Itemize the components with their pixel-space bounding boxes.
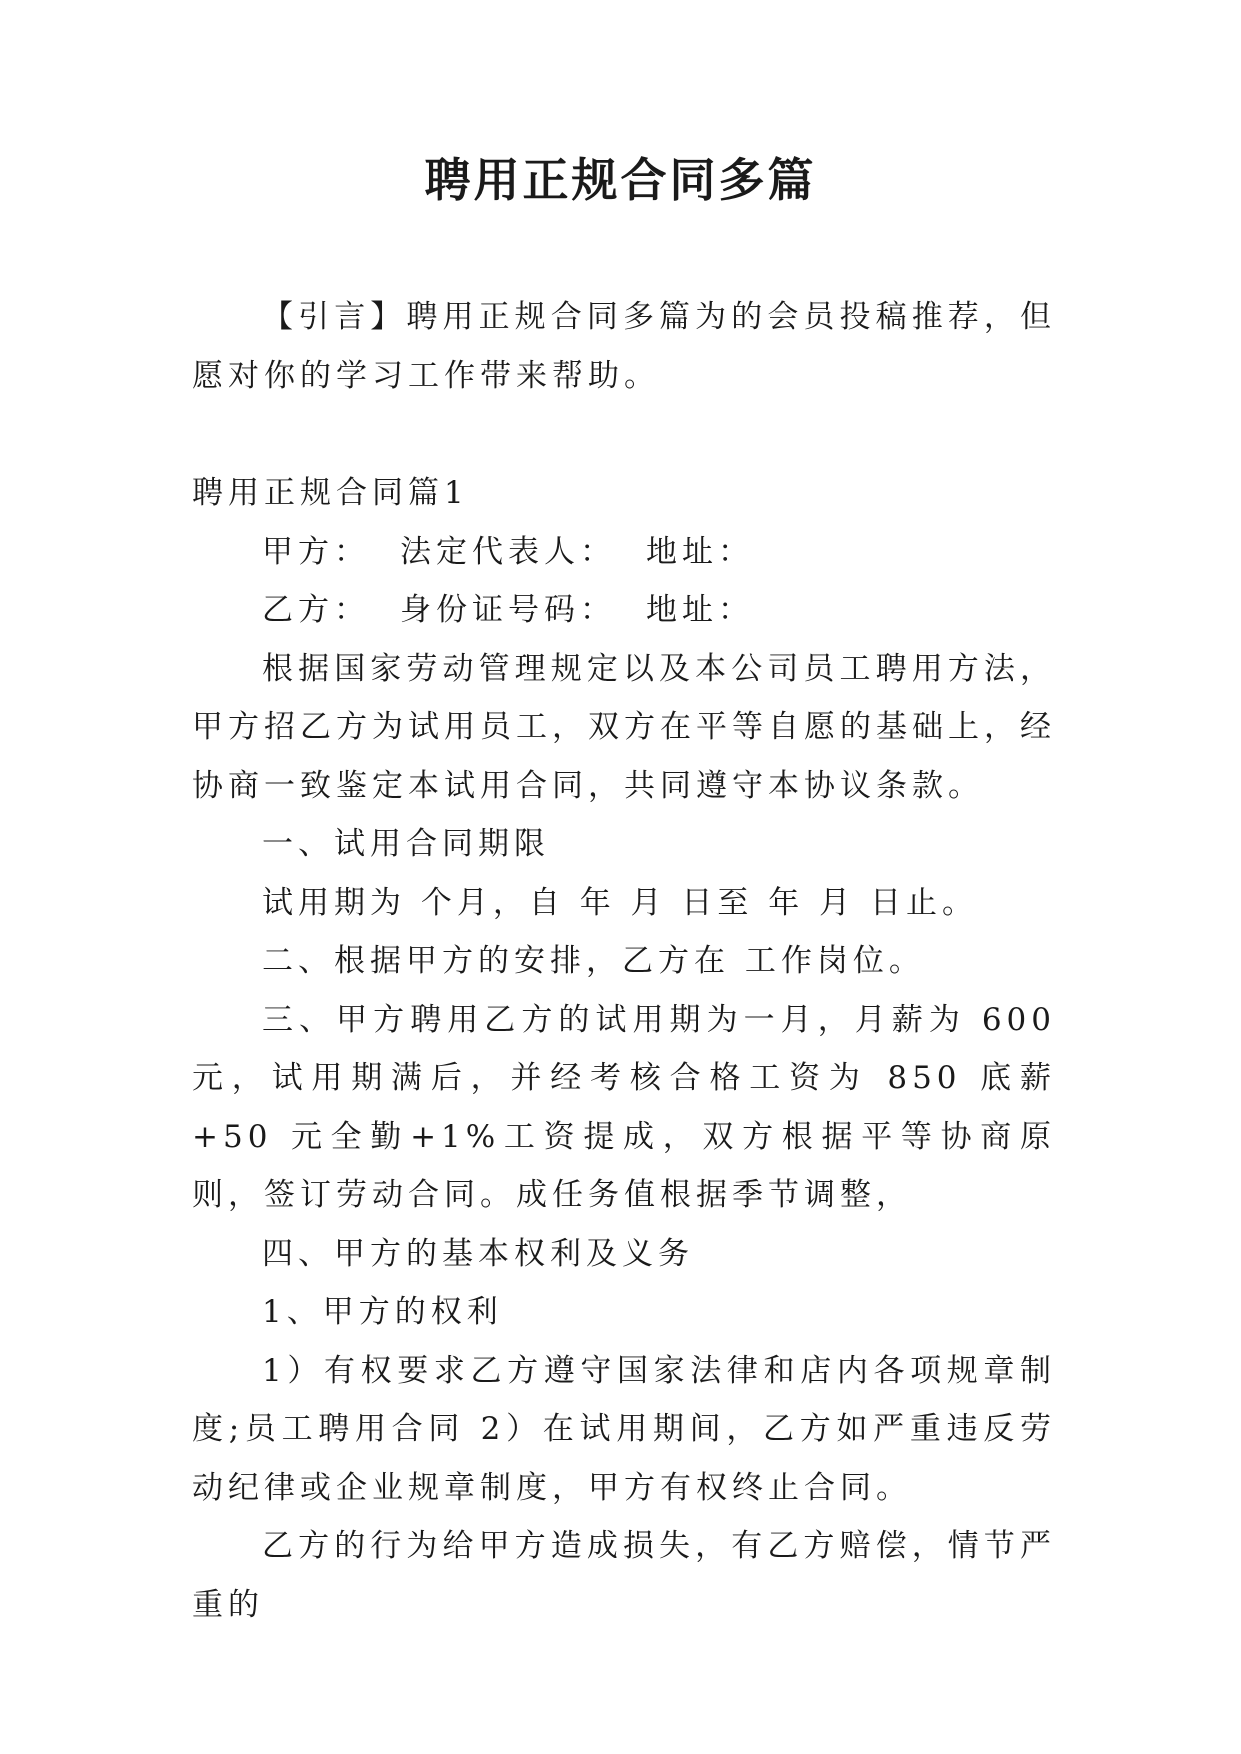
party-a-line (192, 523, 1056, 582)
body-paragraph: 二、根据甲方的安排，乙方在 工作岗位。 (262, 943, 925, 979)
document-title: 聘用正规合同多篇 (424, 153, 817, 207)
spacer (192, 405, 1056, 464)
party-b-id-label: 身份证号码： (400, 592, 616, 628)
party-b-address-label: 地址： (646, 592, 754, 628)
party-b-label: 乙方： (262, 592, 370, 628)
body-paragraph: 根据国家劳动管理规定以及本公司员工聘用方法，甲方招乙方为试用员工，双方在平等自愿的基础上，经协商一致鉴定本试用合同，共同遵守本协议条款。 (192, 650, 1056, 804)
section-heading: 聘用正规合同篇1 (192, 475, 469, 511)
clause-heading: 一、试用合同期限 (262, 826, 550, 862)
body-paragraph: 1）有权要求乙方遵守国家法律和店内各项规章制度;员工聘用合同 2）在试用期间，乙方如严重违反劳动纪律或企业规章制度，甲方有权终止合同。 (192, 1352, 1056, 1506)
body-paragraph: 三、甲方聘用乙方的试用期为一月，月薪为 600 元，试用期满后，并经考核合格工资为 850 底薪+50 元全勤+1%工资提成，双方根据平等协商原则，签订劳动合同。成任务值根据季节调整， (192, 1001, 1056, 1213)
clause-subheading: 1、甲方的权利 (262, 1294, 503, 1330)
clause-heading: 四、甲方的基本权利及义务 (262, 1235, 694, 1272)
intro-paragraph: 【引言】聘用正规合同多篇为的会员投稿推荐，但愿对你的学习工作带来帮助。 (192, 299, 1056, 394)
party-a-address-label: 地址： (646, 533, 754, 570)
body-paragraph: 试用期为 个月，自 年 月 日至 年 月 日止。 (262, 884, 978, 921)
document-body (192, 288, 1056, 1634)
party-a-label: 甲方： (262, 533, 370, 570)
body-paragraph: 乙方的行为给甲方造成损失，有乙方赔偿，情节严重的 (192, 1528, 1056, 1623)
party-a-rep-label: 法定代表人： (400, 533, 616, 570)
party-b-line (192, 581, 1056, 640)
